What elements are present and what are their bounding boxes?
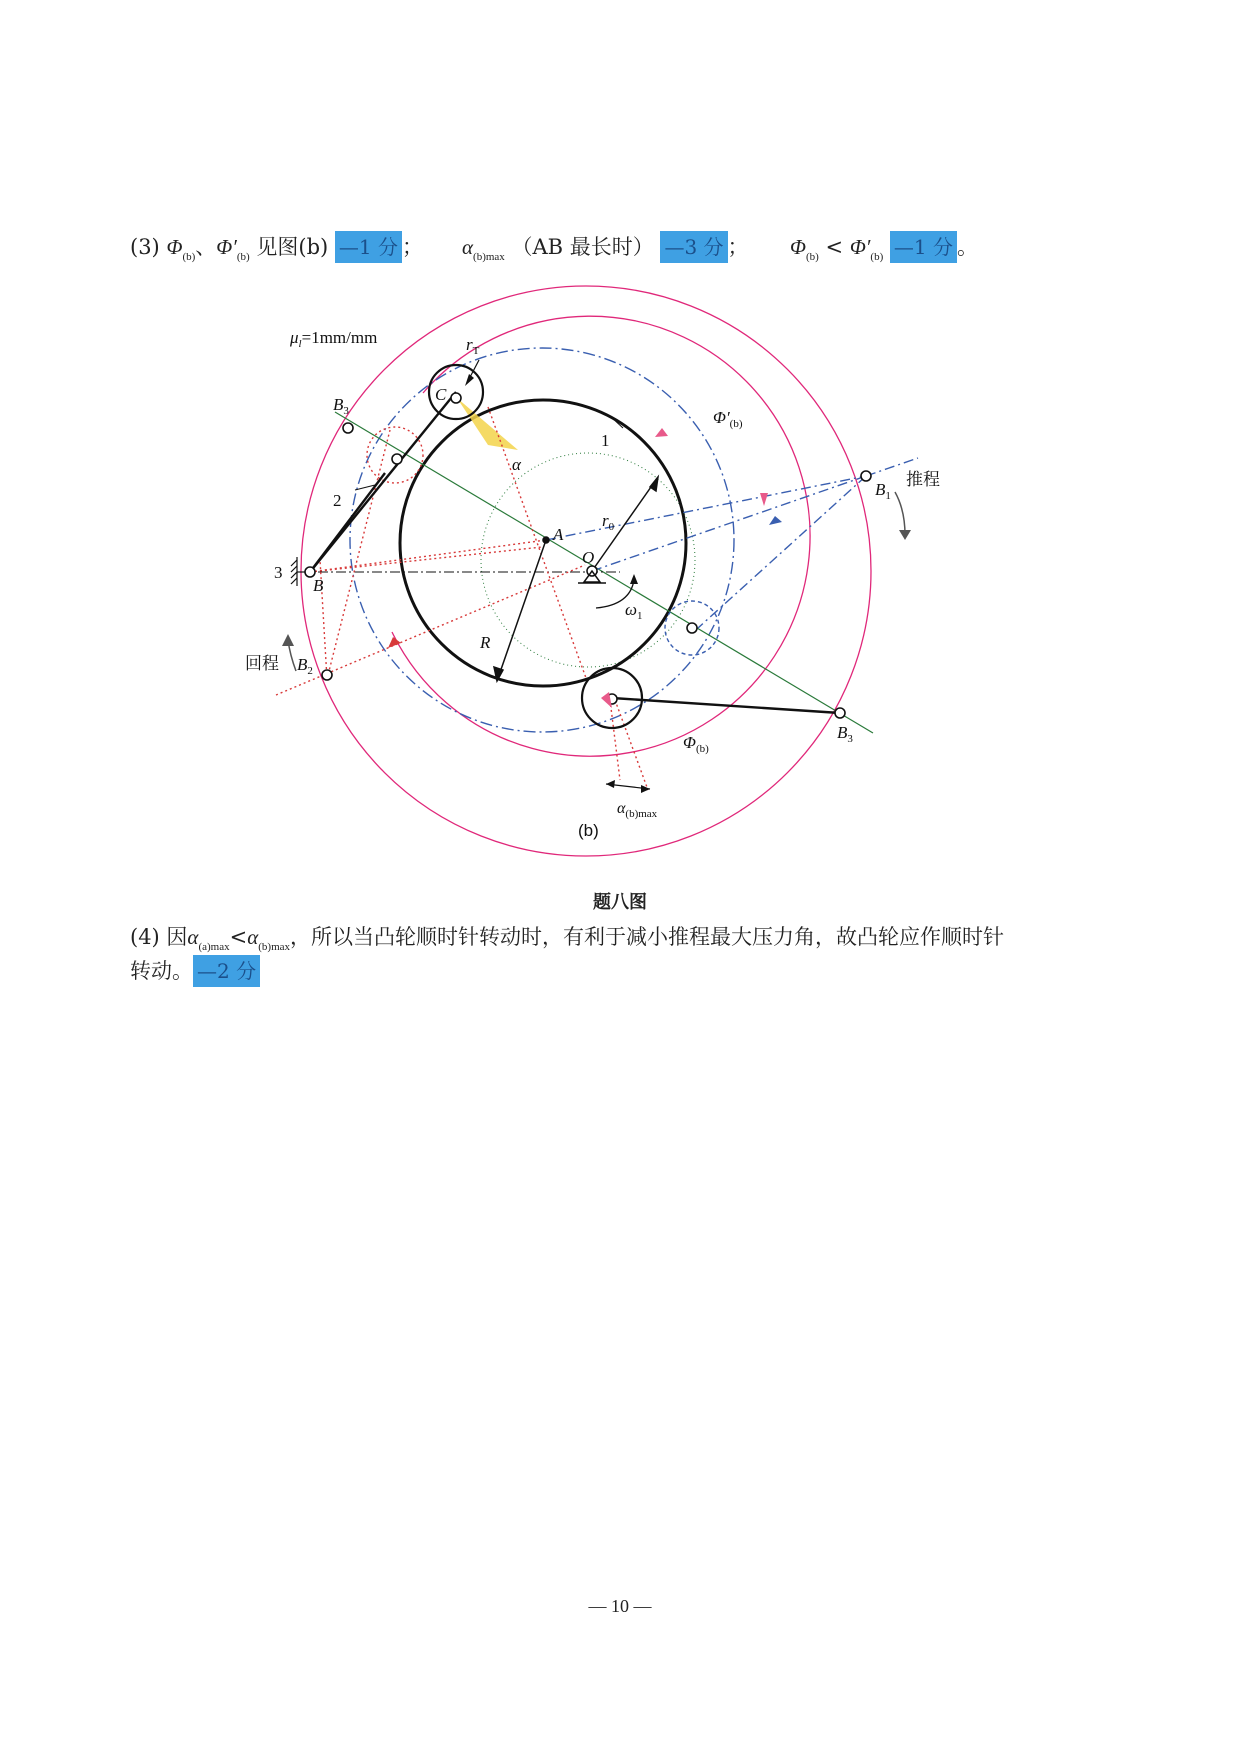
label-omega: $\omega_1$ [625,600,643,622]
item4-line1 [130,922,1004,956]
item3-number: (3) [130,235,160,259]
figure-caption: 题八图 [593,892,647,913]
label-alpha-bmax: $\alpha_{(b)max}$ [617,800,658,820]
blue-dash-lines [546,458,918,628]
alpha-b-max: $\alpha_{(b)max}$ [247,925,291,953]
label-C: C [435,385,447,404]
label-B3-bottom: $B_3$ [837,723,853,745]
ref-text: 见图(b) [256,235,329,259]
phi-prime-symbol: $\Phi'_{(b)}$ [849,235,884,263]
score-badge: —2 分 [193,955,260,987]
scale-label: $\mu_l=1mm/mm$ [290,328,378,350]
label-A: A [553,525,564,544]
label-return: 回程 [245,654,279,674]
label-alpha: α [512,455,521,474]
paren-note: （AB 最长时） [511,235,654,259]
pivot-O-symbol [578,566,606,583]
item4-line2 [130,955,260,987]
phi-symbol: $\Phi_{(b)}$ [166,235,196,263]
label-phi-prime-b: $\Phi'_{(b)}$ [713,408,743,430]
item4-end: 转动。 [130,959,193,983]
label-B2: $B_2$ [297,655,313,677]
semicolon: ； [727,235,749,259]
label-push: 推程 [906,470,940,490]
less-than: < [229,925,248,949]
alpha-symbol: $\alpha_{(b)max}$ [462,235,505,263]
score-badge: —1 分 [890,231,957,263]
inner-pink-arc [392,316,810,756]
semicolon: ； [402,235,423,259]
label-O: O [582,548,595,567]
label-rT: $r_T$ [466,335,480,357]
item4-intro: (4) 因 [130,925,188,949]
score-badge: —3 分 [660,231,727,263]
period: 。 [957,235,979,259]
separator: 、 [195,235,217,259]
page-number: — 10 — [588,1596,652,1616]
item4-body: ，所以当凸轮顺时针转动时，有利于减小推程最大压力角，故凸轮应作顺时针 [290,925,1005,949]
score-badge: —1 分 [335,231,402,263]
alpha-a-max: $\alpha_{(a)max}$ [187,925,230,953]
blue-arrow-b1 [769,516,782,525]
less-than: < [825,235,844,259]
label-r0: $r_0$ [602,511,615,533]
label-B1: $B_1$ [875,480,891,502]
blue-pitch-circle [350,348,734,732]
pink-arrow-right [760,493,768,506]
pink-arrow-upper [655,428,668,437]
label-2: 2 [333,491,342,510]
phi-prime-symbol: $\Phi'_{(b)}$ [216,235,250,263]
phi-symbol: $\Phi_{(b)}$ [790,235,819,263]
cam-profile [400,400,686,686]
outer-circle [301,286,871,856]
label-B: B [313,576,324,595]
construction-lines [276,407,648,790]
label-phi-b: $\Phi_{(b)}$ [683,733,709,755]
label-1: 1 [601,431,610,450]
follower-links [310,392,840,713]
label-3: 3 [274,563,283,582]
label-b: (b) [578,821,599,840]
label-R: R [480,633,491,652]
ground-hatch [291,557,305,586]
label-B3-top: $B_3$ [333,395,349,417]
push-arrow [895,492,905,535]
